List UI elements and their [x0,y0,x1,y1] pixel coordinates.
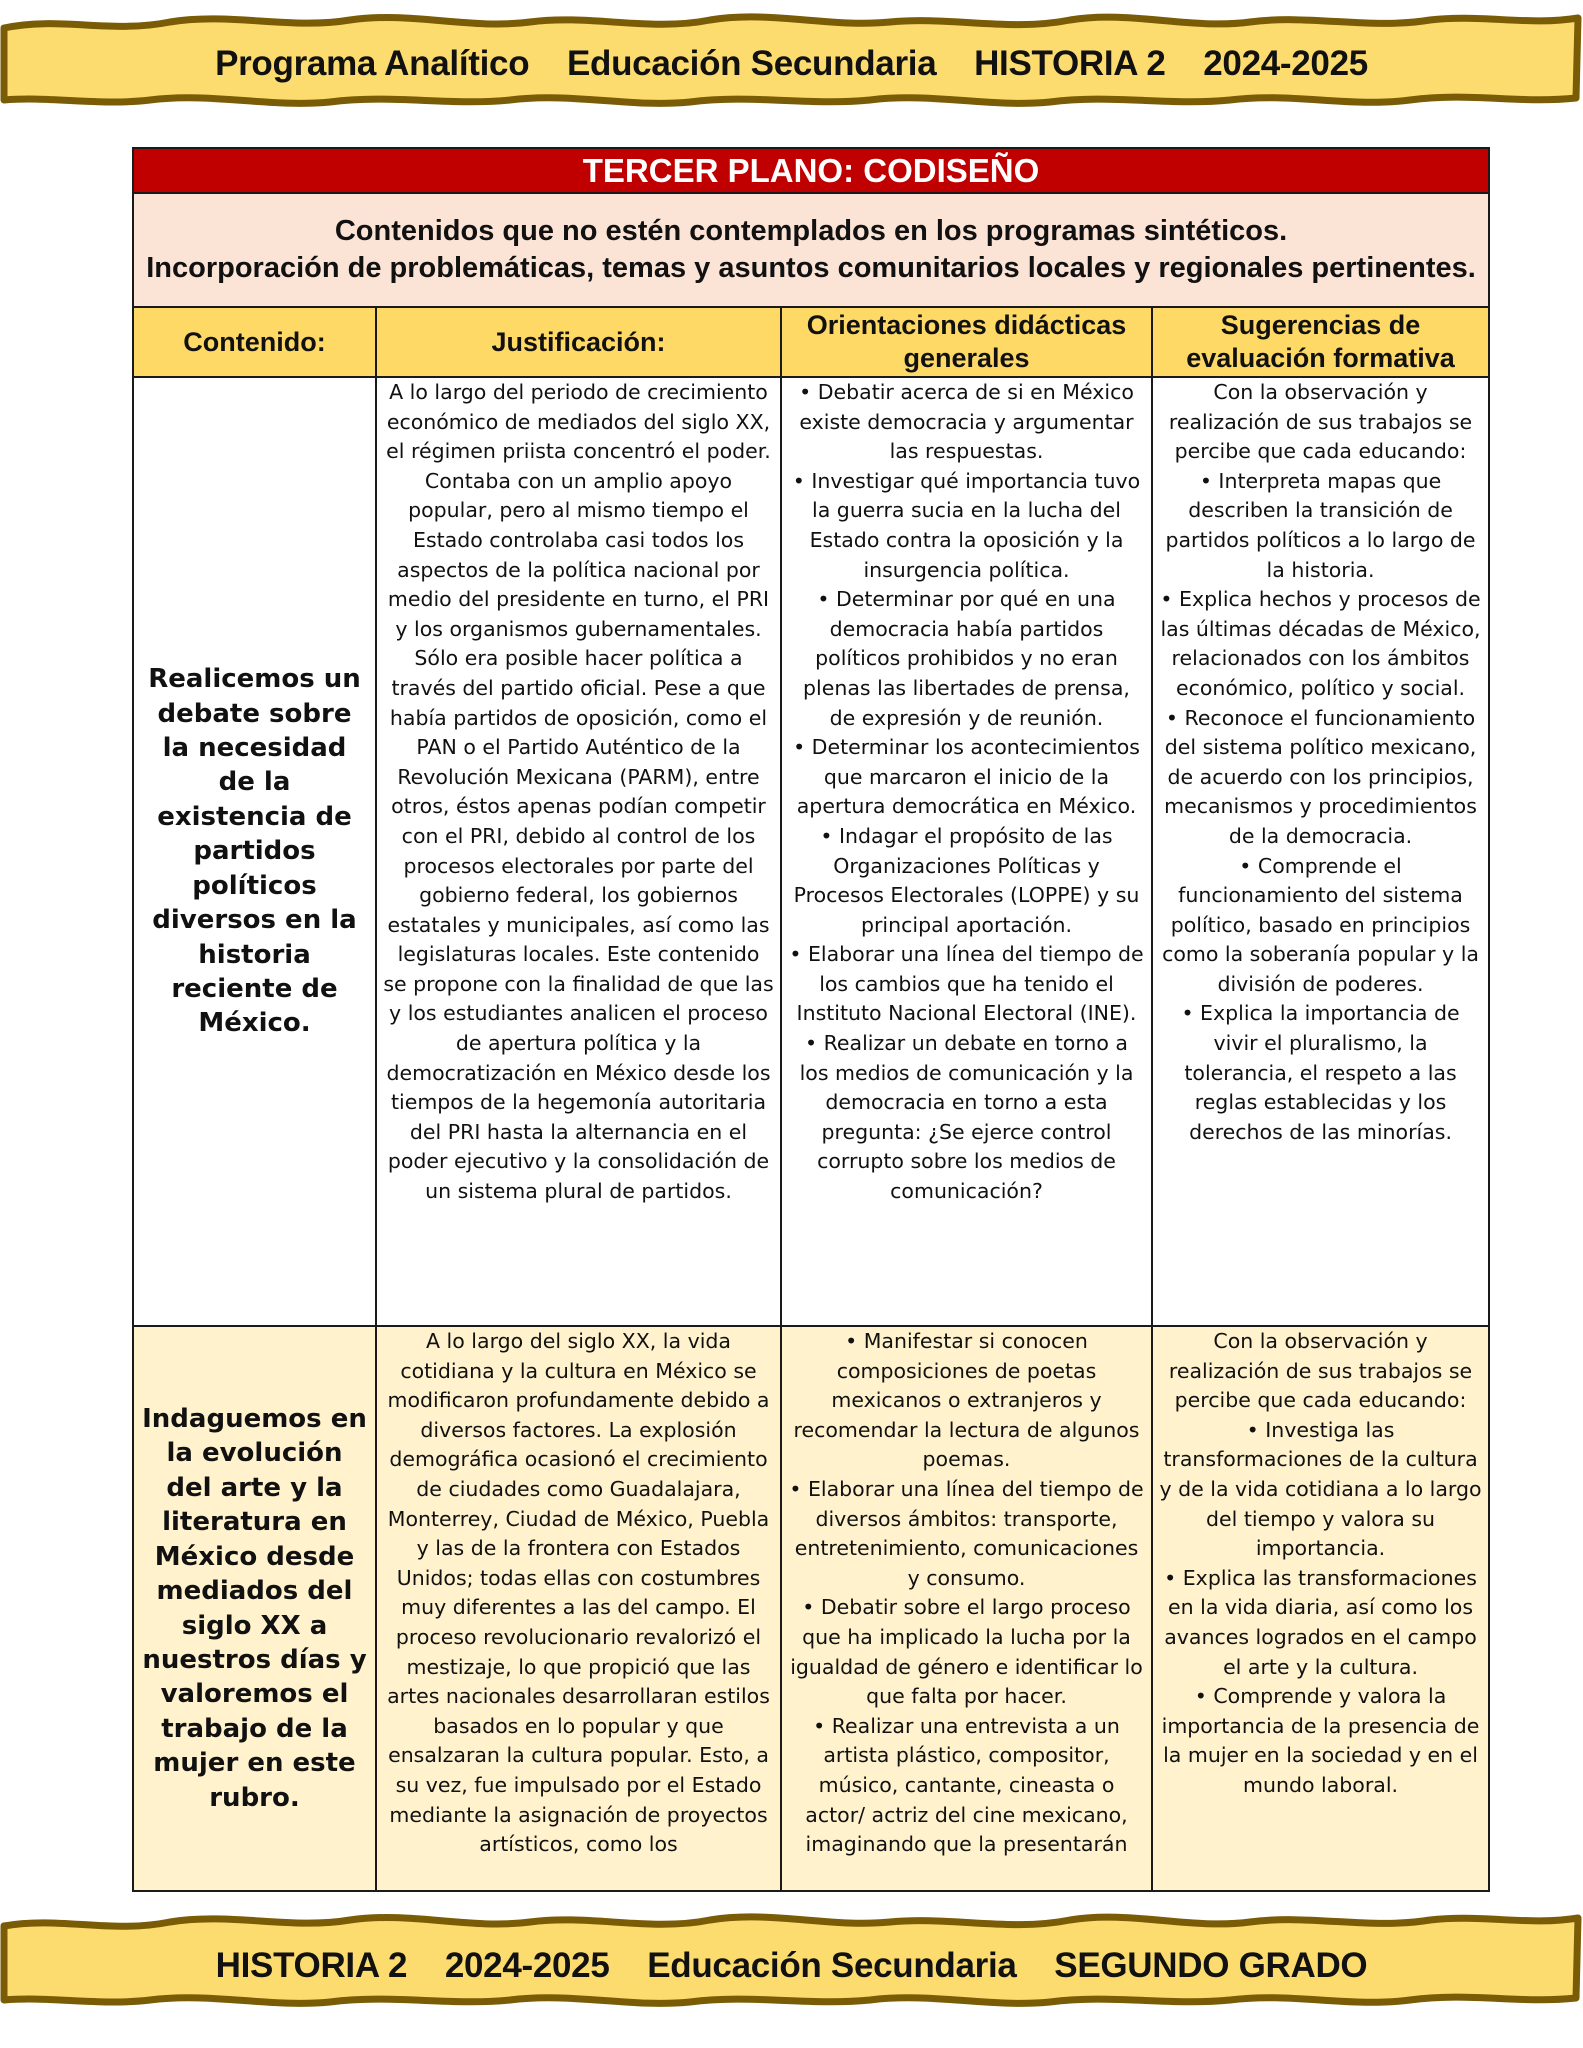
justificacion-text: A lo largo del siglo XX, la vida cotidiana y la cultura en México se modificaron profundamente debido a diversos factores. La explosión demográfica ocasionó el crecimiento de ciudades como Guadalajara, Monterrey, Ciudad de México, Puebla y las de la frontera con Estados Unidos; todas ellas con costumbres muy diferentes a las del campo. El proceso revolucionario revalorizó el mestizaje, lo que propició que las artes nacionales desarrollaran estilos basados en lo popular y que ensalzaran la cultura popular. Esto, a su vez, fue impulsado por el Estado mediante la asignación de proyectos artísticos, como los [387,1329,770,1857]
orientacion-item: • Realizar una entrevista a un artista plástico, compositor, músico, cantante, cineasta o actor/ actriz del cine mexicano, imaginando que la presentarán [805,1713,1128,1857]
codesign-table [132,147,1490,1892]
table-row [133,377,1489,1326]
orientacion-item: • Indagar el propósito de las Organizaciones Políticas y Procesos Electorales (LOPPE) y su principal aportación. [793,823,1140,937]
orientacion-item: • Debatir sobre el largo proceso que ha implicado la lucha por la igualdad de género e identificar lo que falta por hacer. [790,1595,1143,1709]
justificacion-cell [376,377,781,1326]
footer-banner-text: HISTORIA 2 2024-2025 Educación Secundaria SEGUNDO GRADO [215,1946,1368,1985]
table-row [133,1326,1489,1891]
contenido-text: Realicemos un debate sobre la necesidad de la existencia de partidos políticos diversos en la historia reciente de México. [148,664,361,1039]
evaluacion-item: • Reconoce el funcionamiento del sistema político mexicano, de acuerdo con los principios, mecanismos y procedimientos de la democracia. [1164,705,1477,848]
orientacion-item: • Determinar los acontecimientos que marcaron el inicio de la apertura democrática en México. [793,735,1140,819]
contenido-text: Indaguemos en la evolución del arte y la literatura en México desde mediados del siglo XX a nuestros días y valoremos el trabajo de la mujer en este rubro. [142,1404,367,1813]
evaluacion-item: • Investiga las transformaciones de la cultura y de la vida cotidiana a lo largo del tiempo y valora su importancia. [1159,1417,1482,1561]
orientacion-item: • Elaborar una línea del tiempo de diversos ámbitos: transporte, entretenimiento, comunicaciones y consumo. [789,1476,1144,1590]
evaluacion-cell [1152,377,1489,1326]
orientacion-item: • Realizar un debate en torno a los medios de comunicación y la democracia en torno a esta pregunta: ¿Se ejerce control corrupto sobre los medios de comunicación? [799,1031,1134,1204]
evaluacion-cell [1152,1326,1489,1891]
justificacion-text: A lo largo del periodo de crecimiento económico de mediados del siglo XX, el régimen priista concentró el poder. Contaba con un amplio apoyo popular, pero al mismo tiempo el Estado controlaba casi todos los aspectos de la política nacional por medio del presidente en turno, el PRI y los organismos gubernamentales. Sólo era posible hacer política a través del partido oficial. Pese a que había partidos de oposición, como el PAN o el Partido Auténtico de la Revolución Mexicana (PARM), entre otros, éstos apenas podían competir con el PRI, debido al control de los procesos electorales por parte del gobierno federal, los gobiernos estatales y municipales, así como las legislaturas locales. Este contenido se propone con la finalidad de que las y los estudiantes analicen el proceso de apertura política y la democratización en México desde los tiempos de la hegemonía autoritaria del PRI hasta la alternancia en el poder ejecutivo y la consolidación de un sistema plural de partidos. [383,380,774,1204]
orientaciones-cell [781,1326,1152,1891]
table-subtitle [133,193,1489,307]
header-banner [0,8,1583,108]
orientacion-item: • Investigar qué importancia tuvo la guerra sucia en la lucha del Estado contra la oposición y la insurgencia política. [792,468,1141,582]
orientacion-item: • Elaborar una línea del tiempo de los cambios que ha tenido el Instituto Nacional Electoral (INE). [789,942,1144,1026]
evaluacion-intro: Con la observación y realización de sus trabajos se percibe que cada educando: [1168,380,1473,464]
column-header-orientaciones: Orientaciones didácticas generales [781,307,1152,377]
justificacion-cell [376,1326,781,1891]
evaluacion-item: • Comprende y valora la importancia de la presencia de la mujer en la sociedad y en el mundo laboral. [1161,1684,1480,1797]
evaluacion-item: • Explica las transformaciones en la vida diaria, así como los avances logrados en el campo el arte y la cultura. [1164,1565,1477,1679]
evaluacion-item: • Interpreta mapas que describen la transición de partidos políticos a lo largo de la historia. [1165,468,1476,582]
evaluacion-item: • Comprende el funcionamiento del sistema político, basado en principios como la soberanía popular y la división de poderes. [1162,853,1479,996]
orientaciones-cell [781,377,1152,1326]
subtitle-line-1: Contenidos que no estén contemplados en los programas sintéticos. [334,215,1288,247]
evaluacion-intro: Con la observación y realización de sus trabajos se percibe que cada educando: [1168,1329,1473,1413]
header-banner-text: Programa Analítico Educación Secundaria HISTORIA 2 2024-2025 [215,44,1368,83]
orientacion-item: • Manifestar si conocen composiciones de poetas mexicanos o extranjeros y recomendar la lectura de algunos poemas. [793,1329,1140,1472]
contenido-cell [133,1326,376,1891]
column-header-justificacion: Justificación: [376,307,781,377]
orientacion-item: • Determinar por qué en una democracia había partidos políticos prohibidos y no eran plenas las libertades de prensa, de expresión y de reunión. [803,587,1130,730]
evaluacion-item: • Explica la importancia de vivir el pluralismo, la tolerancia, el respeto a las reglas establecidas y los derechos de las minorías. [1181,1001,1460,1144]
subtitle-line-2: Incorporación de problemáticas, temas y asuntos comunitarios locales y regionales pertinentes. [146,252,1476,284]
table-title: TERCER PLANO: CODISEÑO [133,148,1489,193]
footer-banner [0,1908,1583,2008]
column-header-contenido: Contenido: [133,307,376,377]
column-header-evaluacion: Sugerencias de evaluación formativa [1152,307,1489,377]
evaluacion-item: • Explica hechos y procesos de las últimas décadas de México, relacionados con los ámbitos económico, político y social. [1160,587,1481,700]
contenido-cell [133,377,376,1326]
orientacion-item: • Debatir acerca de si en México existe democracia y argumentar las respuestas. [799,380,1134,464]
